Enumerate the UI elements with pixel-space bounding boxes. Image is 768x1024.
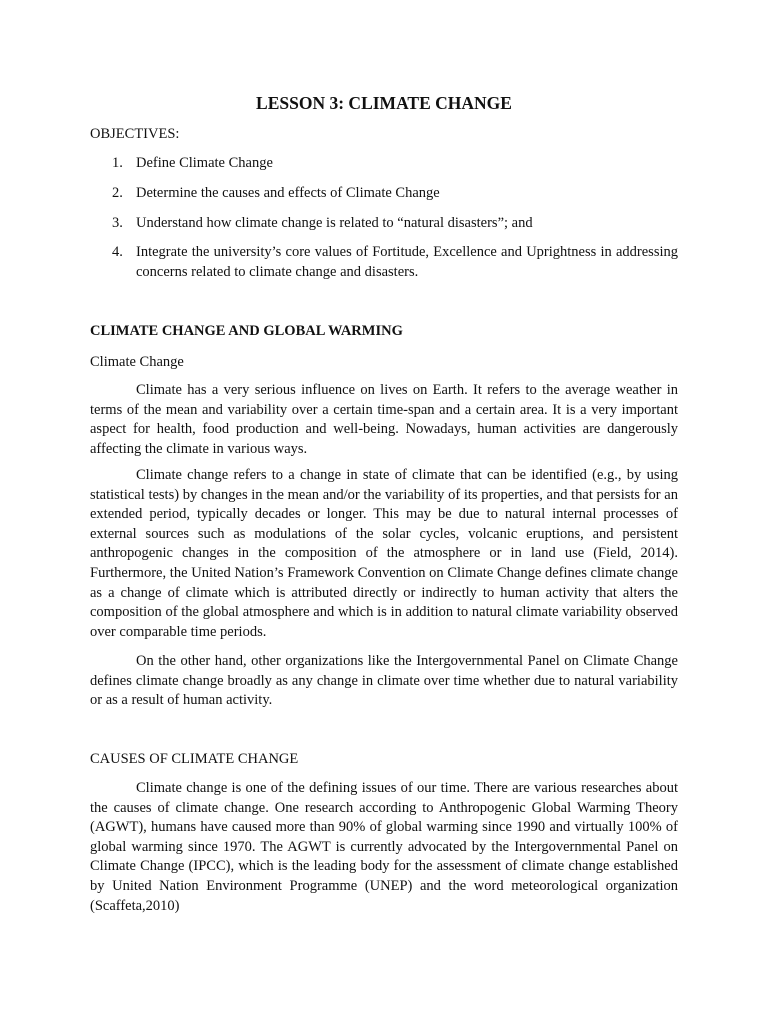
paragraph-causes: Climate change is one of the defining issues of our time. There are various researches about the causes of climate change. One research according to Anthropogenic Global Warming Theory (AGWT), humans have caused more than 90% of global warming since 1990 and virtually 100% of global warming since 1970. The AGWT is currently advocated by the Intergovernmental Panel on Climate Change (IPCC), which is the leading body for the assessment of climate change established by United Nation Environment Programme (UNEP) and the word meteorological organization (Scaffeta,2010) — [90, 780, 678, 914]
objective-number: 4. — [112, 244, 123, 260]
objective-text: Integrate the university’s core values of Fortitude, Excellence and Uprightness in addressing concerns related to climate change and disasters. — [136, 244, 678, 280]
objective-text: Define Climate Change — [136, 155, 273, 171]
paragraph-ipcc-definition: On the other hand, other organizations like the Intergovernmental Panel on Climate Change defines climate change broadly as any change in climate over time whether due to natural variability or as a result of human activity. — [90, 653, 678, 709]
objective-number: 1. — [112, 155, 123, 171]
objective-text: Determine the causes and effects of Climate Change — [136, 185, 440, 201]
paragraph-climate-definition: Climate has a very serious influence on lives on Earth. It refers to the average weather in terms of the mean and variability over a certain time-span and a certain area. It is a very important aspect for health, food production and well-being. Nowadays, human activities are dangerously affecting the climate in various ways. — [90, 382, 678, 457]
section-heading-climate-change-global-warming: CLIMATE CHANGE AND GLOBAL WARMING — [90, 323, 403, 339]
section-heading-causes: CAUSES OF CLIMATE CHANGE — [90, 751, 299, 767]
lesson-title: LESSON 3: CLIMATE CHANGE — [256, 93, 512, 113]
objective-item-2 — [90, 184, 678, 204]
document-page — [90, 0, 678, 1024]
objectives-heading: OBJECTIVES: — [90, 126, 180, 142]
paragraph-climate-change-definition: Climate change refers to a change in state of climate that can be identified (e.g., by using statistical tests) by changes in the mean and/or the variability of its properties, and that persists for an extended period, typically decades or longer. This may be due to natural internal processes of external sources such as modulations of the solar cycles, volcanic eruptions, and persistent anthropogenic changes in the composition of the atmosphere or in land use (Field, 2014). Furthermore, the United Nation’s Framework Convention on Climate Change defines climate change as a change of climate which is attributed directly or indirectly to human activity that alters the composition of the global atmosphere and which is in addition to natural climate variability observed over comparable time periods. — [90, 467, 678, 640]
objective-number: 3. — [112, 215, 123, 231]
subheading-climate-change: Climate Change — [90, 354, 184, 370]
objective-item-4 — [90, 243, 678, 282]
objective-item-3 — [90, 214, 678, 234]
objective-number: 2. — [112, 185, 123, 201]
objective-text: Understand how climate change is related to “natural disasters”; and — [136, 215, 533, 231]
objective-item-1 — [90, 154, 678, 174]
